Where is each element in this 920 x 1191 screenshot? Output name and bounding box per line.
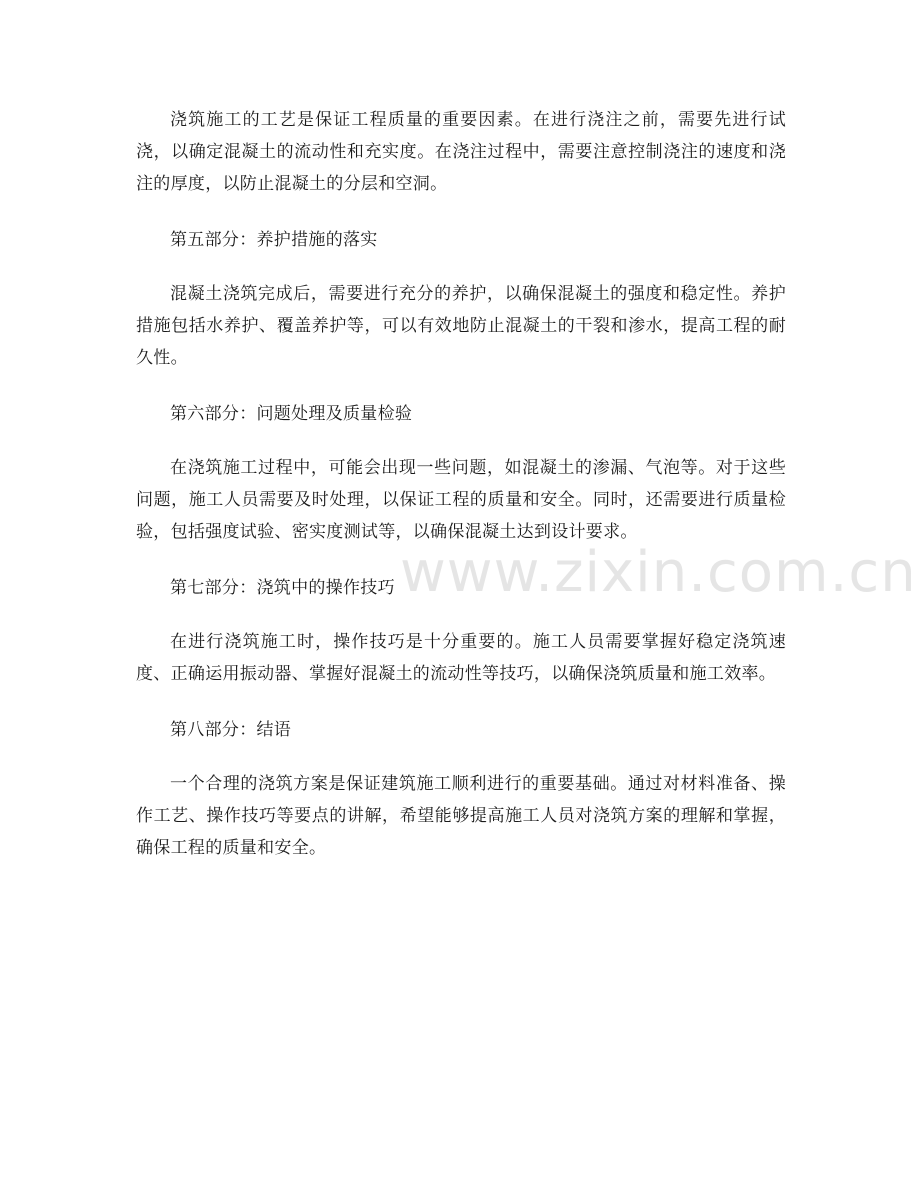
document-page: [136, 104, 786, 888]
section-heading-part-seven: 第七部分：浇筑中的操作技巧: [170, 578, 395, 598]
paragraph-operation-skills: 在进行浇筑施工时，操作技巧是十分重要的。施工人员需要掌握好稳定浇筑速度、正确运用振动器、掌握好混凝土的流动性等技巧，以确保浇筑质量和施工效率。: [136, 632, 786, 684]
section-heading-part-five: 第五部分：养护措施的落实: [170, 230, 378, 250]
section-heading-part-six: 第六部分：问题处理及质量检验: [170, 404, 413, 424]
watermark-text: www.zixin.com.cn: [400, 540, 917, 605]
paragraph-conclusion: 一个合理的浇筑方案是保证建筑施工顺利进行的重要基础。通过对材料准备、操作工艺、操作技巧等要点的讲解，希望能够提高施工人员对浇筑方案的理解和掌握，确保工程的质量和安全。: [136, 774, 786, 858]
paragraph-quality-inspection: 在浇筑施工过程中，可能会出现一些问题，如混凝土的渗漏、气泡等。对于这些问题，施工人员需要及时处理，以保证工程的质量和安全。同时，还需要进行质量检验，包括强度试验、密实度测试等，以确保混凝土达到设计要求。: [136, 458, 786, 542]
section-heading-part-eight: 第八部分：结语: [170, 720, 292, 740]
paragraph-curing: 混凝土浇筑完成后，需要进行充分的养护，以确保混凝土的强度和稳定性。养护措施包括水养护、覆盖养护等，可以有效地防止混凝土的干裂和渗水，提高工程的耐久性。: [136, 284, 786, 368]
paragraph-pouring-process: 浇筑施工的工艺是保证工程质量的重要因素。在进行浇注之前，需要先进行试浇，以确定混凝土的流动性和充实度。在浇注过程中，需要注意控制浇注的速度和浇注的厚度，以防止混凝土的分层和空洞。: [136, 110, 786, 194]
